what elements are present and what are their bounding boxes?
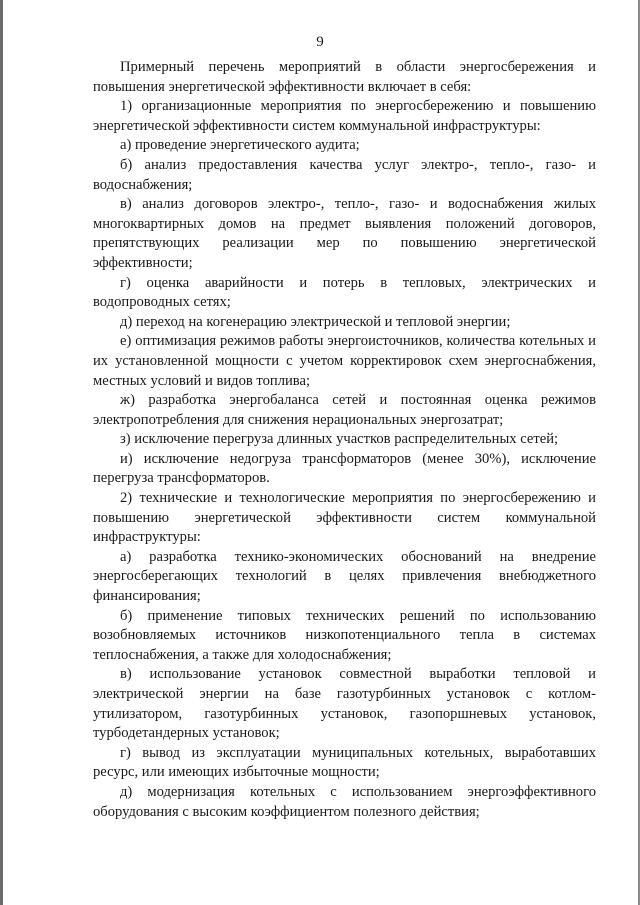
section-1-heading: 1) организационные мероприятия по энергосбережению и повышению энергетической эффективности систем коммунальной инфраструктуры: xyxy=(93,98,596,134)
section-2-heading: 2) технические и технологические мероприятия по энергосбережению и повышению энергетической эффективности систем коммунальной инфраструктуры: xyxy=(93,490,596,546)
list-item-1e: е) оптимизация режимов работы энергоисточников, количества котельных и их установленной мощности с учетом корректировок схем энергоснабжения, местных условий и видов топлива; xyxy=(93,333,596,389)
list-item-2g: г) вывод из эксплуатации муниципальных котельных, выработавших ресурс, или имеющих избыточные мощности; xyxy=(93,744,596,781)
list-item-1g: г) оценка аварийности и потерь в тепловых, электрических и водопроводных сетях; xyxy=(93,274,596,311)
list-item-1zh: ж) разработка энергобаланса сетей и постоянная оценка режимов электропотребления для снижения нерациональных энергозатрат; xyxy=(93,392,596,428)
list-item-1d: д) переход на когенерацию электрической и тепловой энергии; xyxy=(120,313,511,330)
document-body xyxy=(93,58,596,822)
list-item-1i: и) исключение недогруза трансформаторов (менее 30%), исключение перегруза трансформаторов. xyxy=(93,450,596,487)
intro-paragraph: Примерный перечень мероприятий в области энергосбережения и повышения энергетической эффективности включает в себя: xyxy=(93,59,596,95)
list-item-2d: д) модернизация котельных с использованием энергоэффективного оборудования с высоким коэффициентом полезного действия; xyxy=(93,783,596,820)
list-item-1a: а) проведение энергетического аудита; xyxy=(120,137,360,154)
list-item-2v: в) использование установок совместной выработки тепловой и электрической энергии на базе газотурбинных установок с котлом-утилизатором, газотурбинных установок, газопоршневых установок, турбодетандерных установок; xyxy=(93,666,596,742)
page-number: 9 xyxy=(316,34,324,50)
list-item-1v: в) анализ договоров электро-, тепло-, газо- и водоснабжения жилых многоквартирных домов на предмет выявления положений договоров, препятствующих реализации мер по повышению энергетической эффективности; xyxy=(93,196,596,271)
list-item-1b: б) анализ предоставления качества услуг электро-, тепло-, газо- и водоснабжения; xyxy=(93,156,596,193)
list-item-2a: а) разработка технико-экономических обоснований на внедрение энергосберегающих технологий в целях привлечения внебюджетного финансирования; xyxy=(93,548,596,605)
list-item-2b: б) применение типовых технических решений по использованию возобновляемых источников низкопотенциального тепла в системах теплоснабжения, а также для холодоснабжения; xyxy=(93,607,596,663)
list-item-1z: з) исключение перегруза длинных участков распределительных сетей; xyxy=(120,431,559,448)
